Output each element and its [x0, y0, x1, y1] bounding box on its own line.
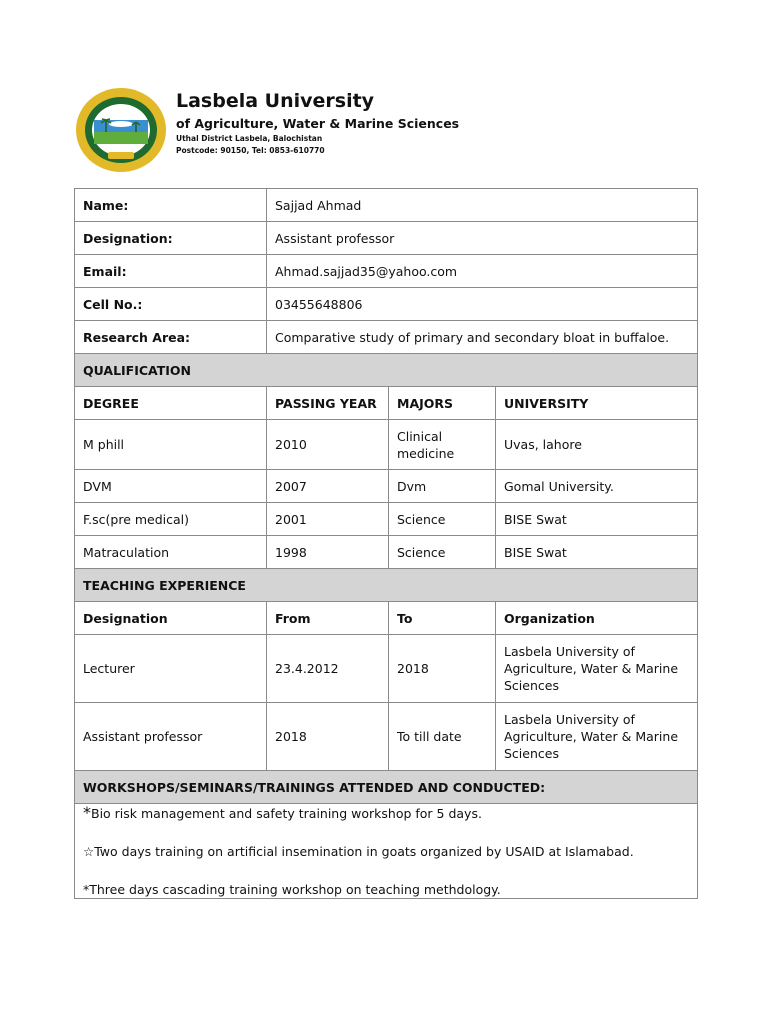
university-cell: BISE Swat [496, 536, 698, 569]
from-cell: 23.4.2012 [267, 635, 389, 703]
teaching-header-row [75, 602, 698, 635]
teaching-heading: TEACHING EXPERIENCE [75, 569, 698, 602]
research-label: Research Area: [75, 321, 267, 354]
qualification-row [75, 470, 698, 503]
degree-cell: Matraculation [75, 536, 267, 569]
majors-cell: Science [389, 503, 496, 536]
university-subtitle: of Agriculture, Water & Marine Sciences [176, 116, 460, 131]
organization-cell: Lasbela University of Agriculture, Water & Marine Sciences [496, 703, 698, 771]
name-value: Sajjad Ahmad [267, 189, 698, 222]
column-header: MAJORS [389, 387, 496, 420]
qualification-section-row [75, 354, 698, 387]
year-cell: 2007 [267, 470, 389, 503]
university-cell: Gomal University. [496, 470, 698, 503]
cell-label: Cell No.: [75, 288, 267, 321]
column-header: Organization [496, 602, 698, 635]
qualification-row [75, 420, 698, 470]
university-address: Uthal District Lasbela, Balochistan [176, 134, 323, 143]
degree-cell: M phill [75, 420, 267, 470]
teaching-section-row [75, 569, 698, 602]
year-cell: 1998 [267, 536, 389, 569]
cv-table [74, 188, 698, 899]
university-name: Lasbela University [176, 90, 375, 112]
majors-cell: Dvm [389, 470, 496, 503]
qualification-heading: QUALIFICATION [75, 354, 698, 387]
degree-cell: F.sc(pre medical) [75, 503, 267, 536]
majors-cell: Science [389, 536, 496, 569]
teaching-row [75, 703, 698, 771]
column-header: UNIVERSITY [496, 387, 698, 420]
teaching-row [75, 635, 698, 703]
job-designation-cell: Assistant professor [75, 703, 267, 771]
qualification-row [75, 536, 698, 569]
from-cell: 2018 [267, 703, 389, 771]
cell-row [75, 288, 698, 321]
email-row [75, 255, 698, 288]
designation-label: Designation: [75, 222, 267, 255]
cell-value: 03455648806 [267, 288, 698, 321]
workshop-item [83, 804, 689, 822]
designation-row [75, 222, 698, 255]
research-value: Comparative study of primary and secondary bloat in buffaloe. [267, 321, 698, 354]
university-contact: Postcode: 90150, Tel: 0853-610770 [176, 146, 325, 155]
qualification-header-row [75, 387, 698, 420]
workshops-heading: WORKSHOPS/SEMINARS/TRAININGS ATTENDED AND CONDUCTED: [75, 771, 698, 804]
to-cell: To till date [389, 703, 496, 771]
workshop-text: Three days cascading training workshop on teaching methdology. [89, 882, 501, 897]
workshops-section-row [75, 771, 698, 804]
majors-cell: Clinical medicine [389, 420, 496, 470]
column-header: To [389, 602, 496, 635]
name-label: Name: [75, 189, 267, 222]
year-cell: 2001 [267, 503, 389, 536]
star-icon: ☆ [83, 844, 95, 859]
workshops-content-row [75, 804, 698, 899]
column-header: PASSING YEAR [267, 387, 389, 420]
workshop-item [83, 843, 689, 860]
degree-cell: DVM [75, 470, 267, 503]
qualification-row [75, 503, 698, 536]
year-cell: 2010 [267, 420, 389, 470]
workshop-item [83, 881, 689, 898]
workshop-text: Bio risk management and safety training workshop for 5 days. [91, 806, 482, 821]
research-row [75, 321, 698, 354]
workshop-text: Two days training on artificial insemination in goats organized by USAID at Islamabad. [94, 844, 634, 859]
university-logo [74, 86, 168, 174]
organization-cell: Lasbela University of Agriculture, Water & Marine Sciences [496, 635, 698, 703]
designation-value: Assistant professor [267, 222, 698, 255]
bullet-icon: * [83, 882, 90, 897]
letterhead [74, 86, 694, 176]
column-header: From [267, 602, 389, 635]
bullet-icon: * [83, 803, 91, 822]
job-designation-cell: Lecturer [75, 635, 267, 703]
workshops-list [75, 804, 698, 899]
email-value: Ahmad.sajjad35@yahoo.com [267, 255, 698, 288]
name-row [75, 189, 698, 222]
university-cell: Uvas, lahore [496, 420, 698, 470]
column-header: DEGREE [75, 387, 267, 420]
column-header: Designation [75, 602, 267, 635]
university-cell: BISE Swat [496, 503, 698, 536]
to-cell: 2018 [389, 635, 496, 703]
email-label: Email: [75, 255, 267, 288]
